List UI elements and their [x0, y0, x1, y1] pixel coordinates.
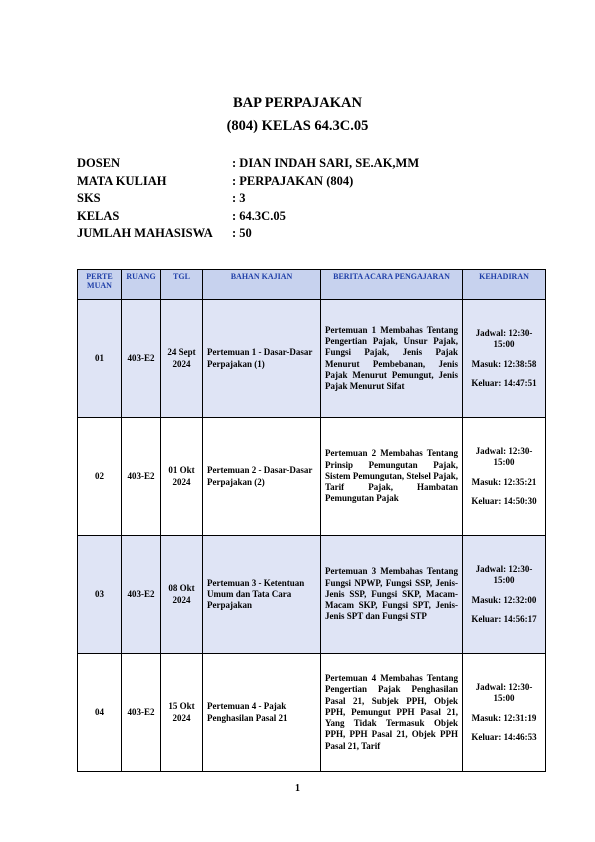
kehadiran-masuk: Masuk: 12:31:19 — [471, 712, 537, 723]
kehadiran-masuk: Masuk: 12:32:00 — [471, 594, 537, 605]
info-row-mata-kuliah — [77, 174, 419, 192]
info-label: MATA KULIAH — [77, 173, 167, 188]
cell-berita-acara: Pertemuan 4 Membahas Tentang Pengertian Pajak Penghasilan Pasal 21, Subjek PPH, Objek PPH, Pemungut PPH Pasal 21, Yang Tidak Termasuk Objek PPH, PPH Pasal 21, Objek PPH Pasal 21, Tarif — [321, 654, 463, 772]
cell-kehadiran — [463, 418, 546, 536]
cell-bahan-kajian: Pertemuan 2 - Dasar-Dasar Perpajakan (2) — [203, 418, 321, 536]
info-row-sks — [77, 191, 419, 209]
info-value: : 3 — [232, 191, 246, 205]
kehadiran-keluar: Keluar: 14:50:30 — [471, 495, 537, 506]
cell-berita-acara: Pertemuan 1 Membahas Tentang Pengertian Pajak, Unsur Pajak, Fungsi Pajak, Jenis Pajak Menurut Pembebanan, Jenis Pajak Menurut Pemungut, Jenis Pajak Menurut Sifat — [321, 300, 463, 418]
cell-tgl: 24 Sept 2024 — [161, 300, 203, 418]
kehadiran-masuk: Masuk: 12:38:58 — [471, 358, 537, 369]
info-row-dosen — [77, 156, 419, 174]
info-value: : DIAN INDAH SARI, SE.AK,MM — [232, 156, 420, 170]
info-value: : 64.3C.05 — [232, 208, 286, 223]
cell-pertemuan: 03 — [78, 536, 122, 654]
cell-berita-acara: Pertemuan 2 Membahas Tentang Prinsip Pemungutan Pajak, Sistem Pemungutan, Stelsel Pajak, Tarif Pajak, Hambatan Pemungutan Pajak — [321, 418, 463, 536]
table-row — [78, 418, 546, 536]
bap-table — [77, 269, 546, 772]
kehadiran-jadwal: Jadwal: 12:30-15:00 — [475, 446, 533, 468]
info-value: : PERPAJAKAN (804) — [232, 173, 354, 188]
header-ruang: RUANG — [122, 270, 161, 300]
table-row — [78, 654, 546, 772]
cell-pertemuan: 01 — [78, 300, 122, 418]
info-row-kelas — [77, 209, 419, 227]
kehadiran-jadwal: Jadwal: 12:30-15:00 — [475, 682, 533, 704]
info-label: JUMLAH MAHASISWA — [77, 226, 213, 240]
kehadiran-jadwal: Jadwal: 12:30-15:00 — [475, 328, 533, 350]
header-berita-acara: BERITA ACARA PENGAJARAN — [321, 270, 463, 300]
cell-kehadiran — [463, 536, 546, 654]
info-label: DOSEN — [77, 156, 121, 170]
cell-pertemuan: 04 — [78, 654, 122, 772]
cell-ruang: 403-E2 — [122, 654, 161, 772]
cell-kehadiran — [463, 654, 546, 772]
cell-bahan-kajian: Pertemuan 4 - Pajak Penghasilan Pasal 21 — [203, 654, 321, 772]
header-kehadiran: KEHADIRAN — [463, 270, 546, 300]
info-label: KELAS — [77, 208, 120, 223]
cell-tgl: 15 Okt 2024 — [161, 654, 203, 772]
kehadiran-keluar: Keluar: 14:47:51 — [471, 377, 537, 388]
info-label: SKS — [77, 191, 101, 205]
cell-kehadiran — [463, 300, 546, 418]
course-info — [77, 156, 419, 244]
table-header-row — [78, 270, 546, 300]
document-title: BAP PERPAJAKAN — [232, 95, 363, 111]
table-row — [78, 536, 546, 654]
info-row-jumlah-mahasiswa — [77, 226, 419, 244]
document-subtitle: (804) KELAS 64.3C.05 — [226, 118, 369, 134]
kehadiran-keluar: Keluar: 14:56:17 — [471, 613, 537, 624]
cell-tgl: 01 Okt 2024 — [161, 418, 203, 536]
header-pertemuan: PERTE MUAN — [78, 270, 122, 300]
header-bahan-kajian: BAHAN KAJIAN — [203, 270, 321, 300]
page-number: 1 — [295, 783, 300, 794]
cell-berita-acara: Pertemuan 3 Membahas Tentang Fungsi NPWP, Fungsi SSP, Jenis-Jenis SSP, Fungsi SKP, Macam-Macam SKP, Fungsi SPT, Jenis-Jenis SPT dan Fungsi STP — [321, 536, 463, 654]
header-tgl: TGL — [161, 270, 203, 300]
cell-bahan-kajian: Pertemuan 1 - Dasar-Dasar Perpajakan (1) — [203, 300, 321, 418]
kehadiran-masuk: Masuk: 12:35:21 — [471, 476, 537, 487]
kehadiran-jadwal: Jadwal: 12:30-15:00 — [475, 564, 533, 586]
cell-ruang: 403-E2 — [122, 418, 161, 536]
cell-ruang: 403-E2 — [122, 536, 161, 654]
cell-pertemuan: 02 — [78, 418, 122, 536]
kehadiran-keluar: Keluar: 14:46:53 — [471, 731, 537, 742]
cell-ruang: 403-E2 — [122, 300, 161, 418]
info-value: : 50 — [232, 226, 252, 240]
table-row — [78, 300, 546, 418]
cell-bahan-kajian: Pertemuan 3 - Ketentuan Umum dan Tata Cara Perpajakan — [203, 536, 321, 654]
cell-tgl: 08 Okt 2024 — [161, 536, 203, 654]
